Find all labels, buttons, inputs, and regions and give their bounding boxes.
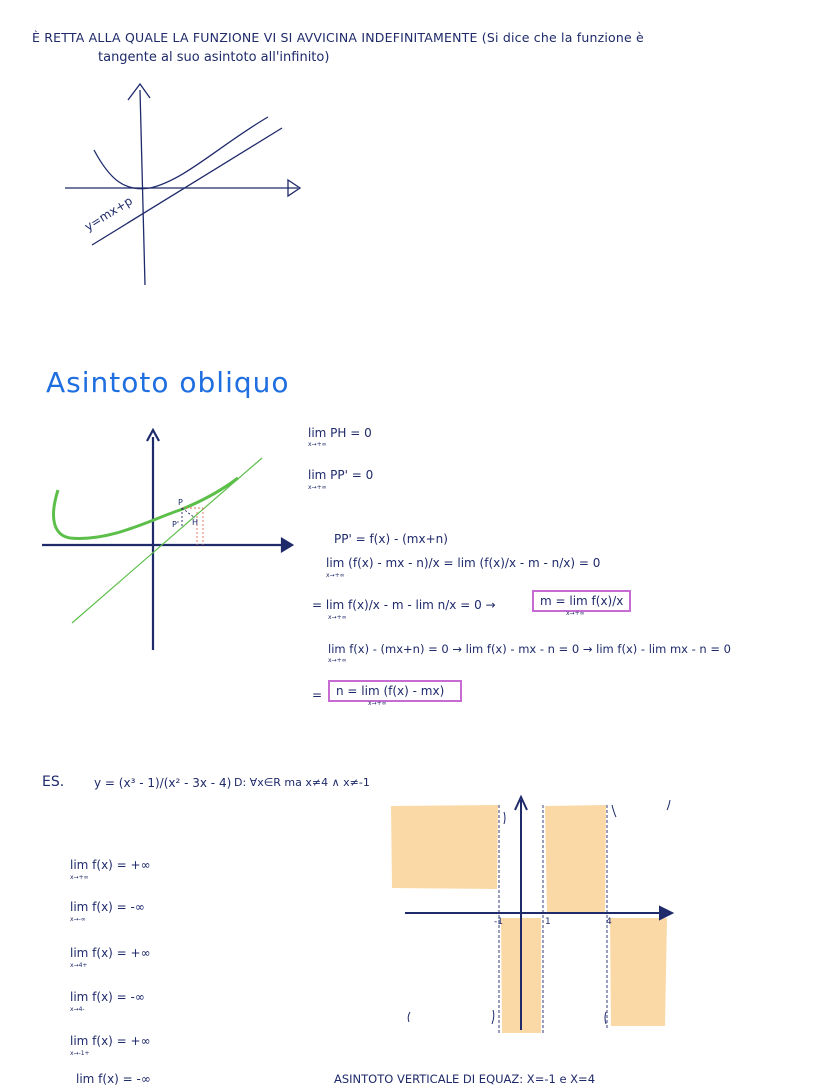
example-label: ES. [42, 774, 65, 790]
example-lim-1-sub: x→+∞ [70, 874, 89, 881]
vertical-asymptote-text: ASINTOTO VERTICALE DI EQUAZ: X=-1 e X=4 [334, 1072, 596, 1086]
example-lim-5: lim f(x) = +∞ [70, 1034, 151, 1048]
eq-4-prefix: = [312, 688, 323, 702]
example-lim-5-sub: x→-1+ [70, 1050, 90, 1057]
example-domain: D: ∀x∈R ma x≠4 ∧ x≠-1 [234, 776, 370, 789]
tick-1: 1 [545, 917, 551, 927]
example-lim-1: lim f(x) = +∞ [70, 858, 151, 872]
header-line-1: È RETTA ALLA QUALE LA FUNZIONE VI SI AVVICINA INDEFINITAMENTE (Si dice che la funzione è [32, 30, 644, 45]
lim-ph-sub: x→+∞ [308, 441, 327, 448]
eq-1: lim (f(x) - mx - n)/x = lim (f(x)/x - m - n/x) = 0 [326, 556, 601, 570]
m-box-sub: x→+∞ [566, 610, 585, 617]
label-p: P [178, 498, 183, 507]
tick-minus1: -1 [494, 917, 503, 927]
tick-4: 4 [606, 917, 612, 927]
graph1-curve [92, 117, 282, 245]
example-lim-6: lim f(x) = -∞ [76, 1072, 151, 1086]
label-h: H [192, 518, 199, 527]
example-lim-2-sub: x→-∞ [70, 916, 86, 923]
graph2-function-curve [54, 478, 238, 538]
section-title: Asintoto obliquo [46, 366, 290, 399]
lim-ph: lim PH = 0 [308, 426, 372, 440]
eq-3-sub: x→+∞ [328, 657, 347, 664]
eq-2: = lim f(x)/x - m - lim n/x = 0 → [312, 598, 496, 612]
m-formula-box: m = lim f(x)/x [532, 590, 631, 612]
lim-pp-sub: x→+∞ [308, 484, 327, 491]
eq-3: lim f(x) - (mx+n) = 0 → lim f(x) - mx - n = 0 → lim f(x) - lim mx - n = 0 [328, 642, 731, 656]
regions-fill [391, 805, 667, 1033]
graph1-axes [65, 84, 300, 285]
pp-definition: PP' = f(x) - (mx+n) [334, 532, 448, 546]
example-lim-4: lim f(x) = -∞ [70, 990, 145, 1004]
lim-pp: lim PP' = 0 [308, 468, 374, 482]
n-box-sub: x→+∞ [368, 700, 387, 707]
example-lim-4-sub: x→4- [70, 1006, 85, 1013]
eq-1-sub: x→+∞ [326, 572, 345, 579]
graph1-asymptote-label: y=mx+p [82, 193, 135, 234]
example-lim-3-sub: x→4+ [70, 962, 88, 969]
example-lim-3: lim f(x) = +∞ [70, 946, 151, 960]
n-formula-box: n = lim (f(x) - mx) [328, 680, 462, 702]
example-function: y = (x³ - 1)/(x² - 3x - 4) [94, 776, 232, 790]
label-pp: P' [172, 520, 180, 529]
eq-2-sub: x→+∞ [328, 614, 347, 621]
example-lim-2: lim f(x) = -∞ [70, 900, 145, 914]
header-line-2: tangente al suo asintoto all'infinito) [98, 50, 330, 65]
